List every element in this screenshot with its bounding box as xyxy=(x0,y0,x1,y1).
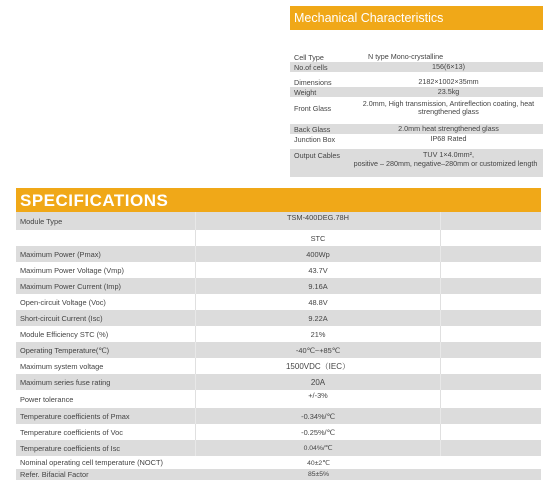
mech-row-weight xyxy=(290,87,543,97)
mech-key: No.of cells xyxy=(294,62,328,72)
spec-value: 9.22A xyxy=(196,310,441,326)
spec-row-system-voltage xyxy=(16,358,541,374)
spec-row-imp xyxy=(16,278,541,294)
spec-row-vmp xyxy=(16,262,541,278)
spec-key: Module Type xyxy=(16,212,196,230)
mech-row-back-glass xyxy=(290,124,543,134)
mech-row-cell-type xyxy=(290,52,543,62)
mech-key: Dimensions xyxy=(294,77,332,87)
spec-row-pmax xyxy=(16,246,541,262)
mech-key: Back Glass xyxy=(294,124,331,134)
spec-value: +/-3% xyxy=(196,390,441,408)
spec-value: 0.04%/℃ xyxy=(196,440,441,456)
spec-key: Maximum Power (Pmax) xyxy=(16,246,196,262)
mech-value: 23.5kg xyxy=(437,86,460,96)
spec-value: 20A xyxy=(196,374,441,390)
spec-key: Maximum system voltage xyxy=(16,358,196,374)
spec-key: Nominal operating cell temperature (NOCT) xyxy=(20,458,163,467)
spec-key: Temperature coefficients of Voc xyxy=(16,424,196,440)
mech-key: Weight xyxy=(294,87,317,97)
spec-key: Maximum series fuse rating xyxy=(16,374,196,390)
specifications-panel xyxy=(16,188,541,480)
mech-value-line-1: TUV 1×4.0mm², xyxy=(423,150,474,159)
mech-row-junction-box xyxy=(290,134,543,144)
mech-key: Output Cables xyxy=(294,151,340,160)
spec-key: Temperature coefficients of Pmax xyxy=(16,408,196,424)
mech-value-line-2: positive – 280mm, negative–280mm or customized length xyxy=(353,158,538,168)
spec-row-efficiency xyxy=(16,326,541,342)
spec-value: 43.7V xyxy=(196,262,441,278)
spec-row-temp-coeff-isc xyxy=(16,440,541,456)
spec-value: -40℃~+85℃ xyxy=(196,342,441,358)
mech-value: 156(6×13) xyxy=(432,61,465,71)
spec-key: Refer. Bifacial Factor xyxy=(20,470,89,479)
specifications-title: SPECIFICATIONS xyxy=(16,188,541,212)
spec-row-temp-coeff-voc xyxy=(16,424,541,440)
spec-row-module-type xyxy=(16,212,541,230)
mech-value: 2.0mm heat strengthened glass xyxy=(398,123,499,133)
mech-key: Front Glass xyxy=(294,103,332,113)
spec-row-bifacial-factor xyxy=(16,469,541,480)
spec-key: Power tolerance xyxy=(16,390,196,408)
spec-value: 9.16A xyxy=(196,278,441,294)
spec-row-noct xyxy=(16,456,541,469)
spec-value: 21% xyxy=(196,326,441,342)
mech-value: IP68 Rated xyxy=(430,133,467,143)
mech-value: N type Mono-crystalline xyxy=(368,51,444,61)
spec-row-voc xyxy=(16,294,541,310)
mechanical-characteristics-panel xyxy=(290,6,543,177)
spec-value: 40±2℃ xyxy=(307,459,330,467)
spec-value: TSM-400DEG.78H xyxy=(196,212,441,230)
mech-value: 2.0mm, High transmission, Antireflection coating, heat strengthened glass xyxy=(362,98,535,116)
spec-row-stc xyxy=(16,230,541,246)
spec-key: Maximum Power Voltage (Vmp) xyxy=(16,262,196,278)
spec-row-isc xyxy=(16,310,541,326)
spec-key: Temperature coefficients of Isc xyxy=(16,440,196,456)
mech-row-front-glass xyxy=(290,97,543,119)
spec-key: Short-circuit Current (Isc) xyxy=(16,310,196,326)
spec-value: STC xyxy=(196,230,441,246)
spec-key: Operating Temperature(℃) xyxy=(16,342,196,358)
spec-key xyxy=(16,230,196,246)
spec-key: Open-circuit Voltage (Voc) xyxy=(16,294,196,310)
mech-row-output-cables xyxy=(290,149,543,177)
spec-key: Module Efficiency STC (%) xyxy=(16,326,196,342)
spec-value: -0.25%/℃ xyxy=(196,424,441,440)
spec-value: 400Wp xyxy=(196,246,441,262)
spec-value: 85±5% xyxy=(307,471,330,478)
mechanical-title: Mechanical Characteristics xyxy=(290,6,543,30)
spec-key: Maximum Power Current (Imp) xyxy=(16,278,196,294)
spec-value: 48.8V xyxy=(196,294,441,310)
spec-row-fuse-rating xyxy=(16,374,541,390)
mech-key: Cell Type xyxy=(294,52,324,62)
mech-row-cells xyxy=(290,62,543,72)
spec-row-operating-temperature xyxy=(16,342,541,358)
spec-row-temp-coeff-pmax xyxy=(16,408,541,424)
mech-value xyxy=(354,151,543,168)
mech-value: 2182×1002×35mm xyxy=(418,76,479,86)
mech-row-dimensions xyxy=(290,77,543,87)
spec-value: 1500VDC（IEC） xyxy=(196,358,441,374)
spec-row-power-tolerance xyxy=(16,390,541,408)
spec-value: -0.34%/℃ xyxy=(196,408,441,424)
mechanical-table xyxy=(290,52,543,177)
mech-key: Junction Box xyxy=(294,134,336,144)
